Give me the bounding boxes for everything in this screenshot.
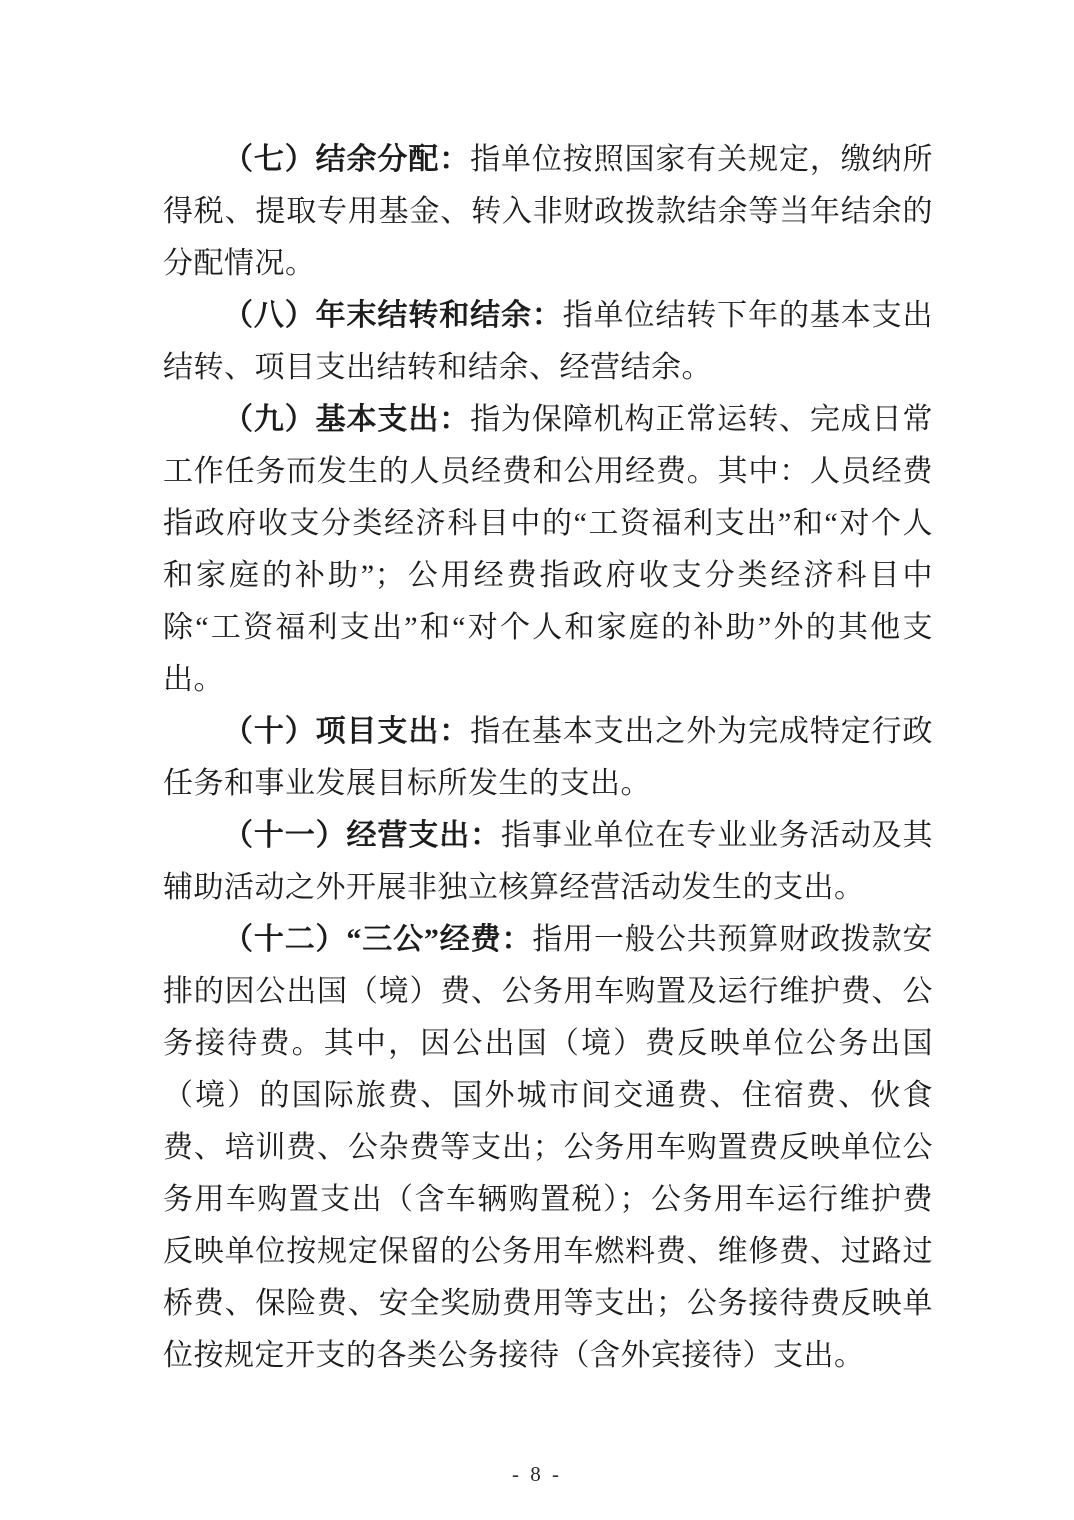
term-label: （九）基本支出： bbox=[223, 403, 471, 436]
definition-paragraph bbox=[163, 134, 933, 290]
term-label: （七）结余分配： bbox=[223, 143, 471, 176]
definition-paragraph bbox=[163, 394, 933, 706]
document-body bbox=[163, 134, 933, 1382]
term-definition: 指为保障机构正常运转、完成日常工作任务而发生的人员经费和公用经费。其中：人员经费指政府收支分类经济科目中的“工资福利支出”和“对个人和家庭的补助”；公用经费指政府收支分类经济科目中除“工资福利支出”和“对个人和家庭的补助”外的其他支出。 bbox=[163, 403, 934, 696]
definition-paragraph bbox=[163, 914, 933, 1382]
term-definition: 指单位按照国家有关规定，缴纳所得税、提取专用基金、转入非财政拨款结余等当年结余的分配情况。 bbox=[163, 143, 934, 280]
term-label: （八）年末结转和结余： bbox=[223, 299, 563, 332]
definition-paragraph bbox=[163, 290, 933, 394]
definition-paragraph bbox=[163, 810, 933, 914]
term-label: （十一）经营支出： bbox=[223, 819, 501, 852]
term-definition: 指事业单位在专业业务活动及其辅助活动之外开展非独立核算经营活动发生的支出。 bbox=[163, 819, 934, 904]
term-label: （十）项目支出： bbox=[223, 715, 471, 748]
term-definition: 指单位结转下年的基本支出结转、项目支出结转和结余、经营结余。 bbox=[163, 299, 933, 384]
term-definition: 指在基本支出之外为完成特定行政任务和事业发展目标所发生的支出。 bbox=[163, 715, 934, 800]
term-label: （十二）“三公”经费： bbox=[223, 923, 533, 956]
page-number: - 8 - bbox=[512, 1462, 562, 1486]
definition-paragraph bbox=[163, 706, 933, 810]
term-definition: 指用一般公共预算财政拨款安排的因公出国（境）费、公务用车购置及运行维护费、公务接待费。其中，因公出国（境）费反映单位公务出国（境）的国际旅费、国外城市间交通费、住宿费、伙食费、培训费、公杂费等支出；公务用车购置费反映单位公务用车购置支出（含车辆购置税）；公务用车运行维护费反映单位按规定保留的公务用车燃料费、维修费、过路过桥费、保险费、安全奖励费用等支出；公务接待费反映单位按规定开支的各类公务接待（含外宾接待）支出。 bbox=[163, 923, 934, 1372]
